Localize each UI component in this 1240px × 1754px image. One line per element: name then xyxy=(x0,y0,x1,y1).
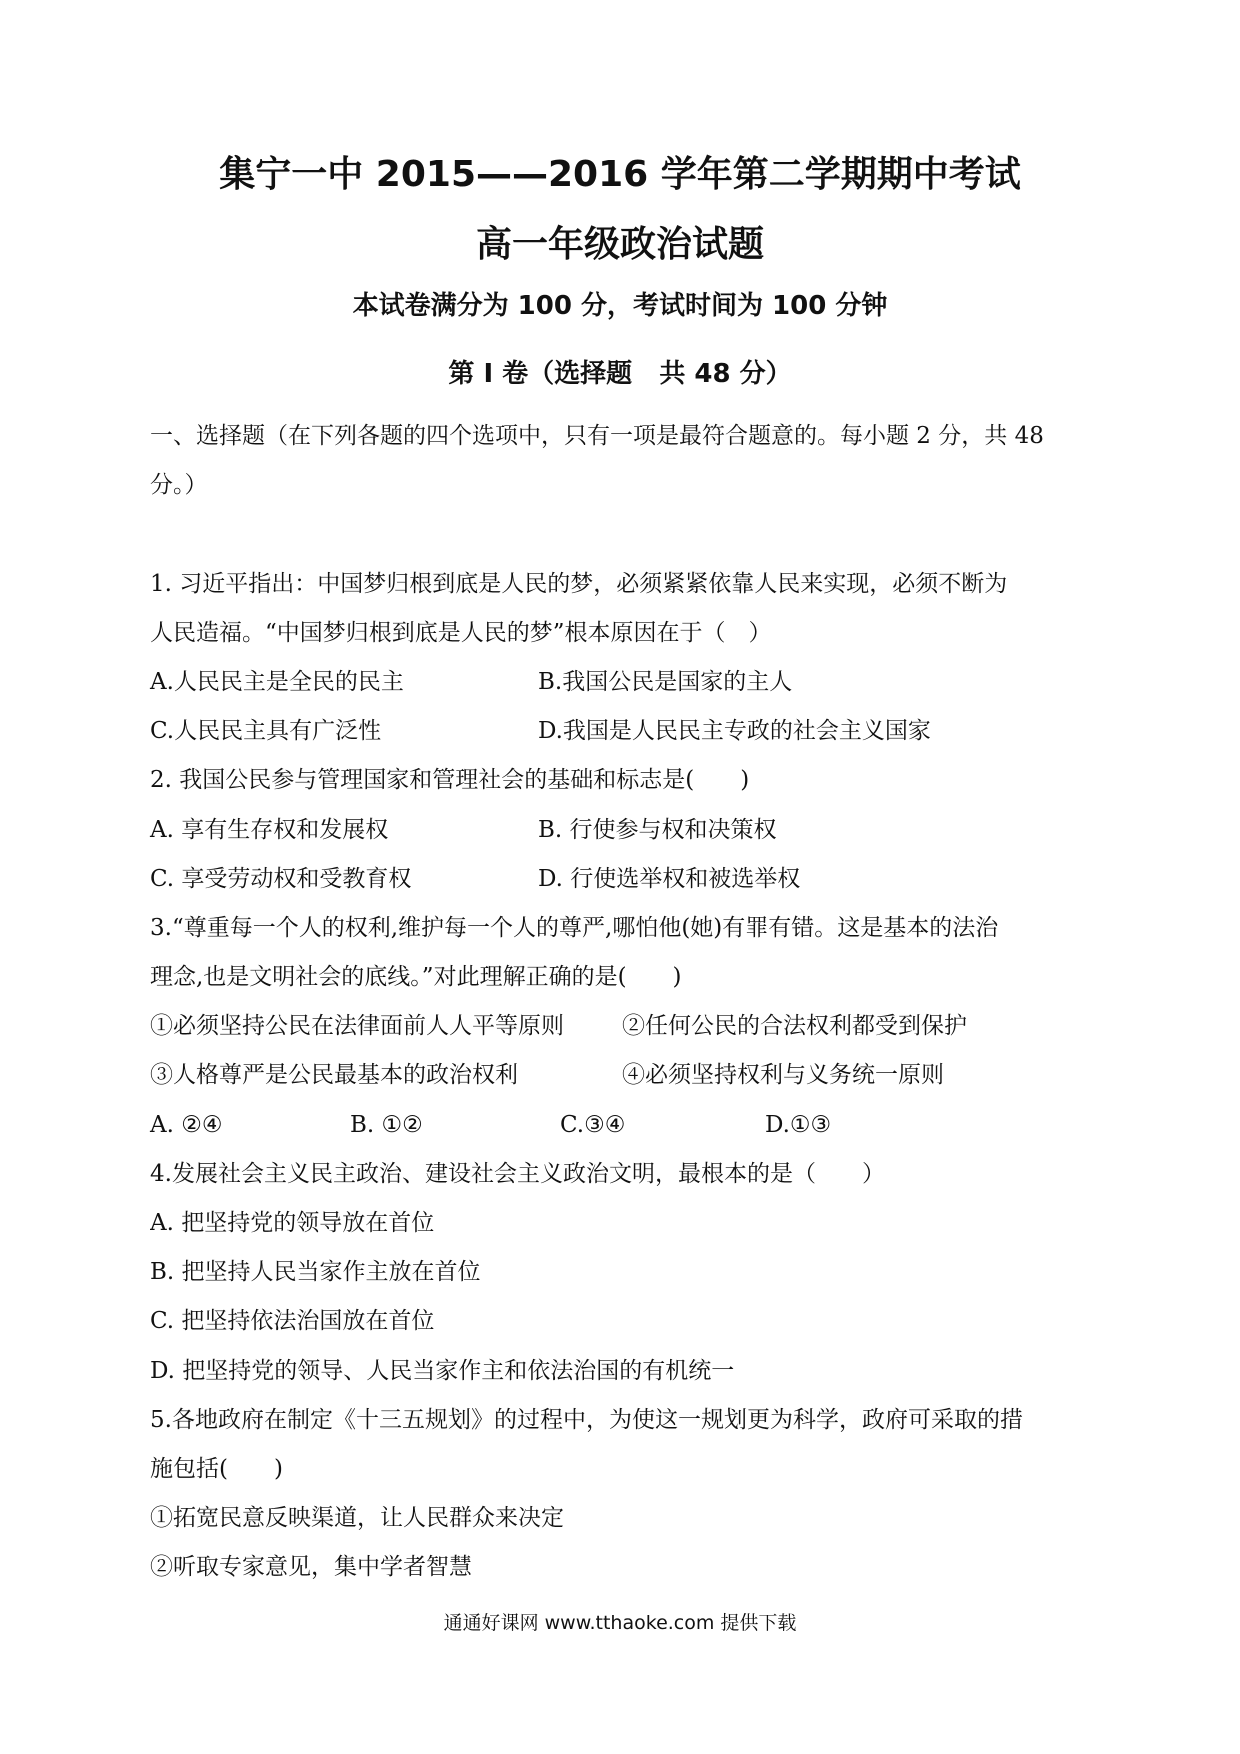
option-b: B. 把坚持人民当家作主放在首位 xyxy=(150,1259,481,1286)
option-d: D.我国是人民民主专政的社会主义国家 xyxy=(538,718,931,745)
statements-row xyxy=(150,1002,1090,1051)
statement-4: ④必须坚持权利与义务统一原则 xyxy=(622,1062,944,1089)
instructions-line: 一、选择题（在下列各题的四个选项中，只有一项是最符合题意的。每小题 2 分，共 48 xyxy=(150,423,1044,449)
statement-3: ③人格尊严是公民最基本的政治权利 xyxy=(150,1062,518,1089)
options-row xyxy=(150,658,1090,707)
question-stem: 5.各地政府在制定《十三五规划》的过程中，为使这一规划更为科学，政府可采取的措 xyxy=(150,1406,1023,1433)
option-a: A.人民民主是全民的民主 xyxy=(150,668,404,695)
question-stem: 4.发展社会主义民主政治、建设社会主义政治文明，最根本的是（ ） xyxy=(150,1160,885,1187)
footer-download-note: 通通好课网 www.tthaoke.com 提供下载 xyxy=(443,1612,797,1634)
exam-score-time-note: 本试卷满分为 100 分，考试时间为 100 分钟 xyxy=(352,291,888,321)
statement-2: ②任何公民的合法权利都受到保护 xyxy=(622,1013,967,1040)
option-b: B. ①② xyxy=(350,1111,423,1138)
option-a: A. ②④ xyxy=(150,1111,223,1138)
blank-line xyxy=(150,510,1090,559)
question-4 xyxy=(150,1150,1090,1396)
question-stem: 2. 我国公民参与管理国家和管理社会的基础和标志是( ) xyxy=(150,767,750,794)
question-stem: 施包括( ) xyxy=(150,1455,283,1482)
option-b: B.我国公民是国家的主人 xyxy=(538,668,793,695)
statement-1: ①必须坚持公民在法律面前人人平等原则 xyxy=(150,1013,564,1040)
option-b: B. 行使参与权和决策权 xyxy=(538,816,777,843)
question-stem: 1. 习近平指出：中国梦归根到底是人民的梦，必须紧紧依靠人民来实现，必须不断为 xyxy=(150,570,1008,597)
option-c: C. 享受劳动权和受教育权 xyxy=(150,865,412,892)
statement-1: ①拓宽民意反映渠道，让人民群众来决定 xyxy=(150,1505,564,1532)
question-1 xyxy=(150,560,1090,757)
question-5 xyxy=(150,1396,1090,1593)
option-d: D.①③ xyxy=(765,1111,832,1138)
question-2 xyxy=(150,756,1090,904)
exam-title: 集宁一中 2015——2016 学年第二学期期中考试 xyxy=(219,154,1021,195)
exam-subtitle: 高一年级政治试题 xyxy=(475,224,764,265)
statements-row xyxy=(150,1051,1090,1100)
section-heading: 第 I 卷（选择题 共 48 分） xyxy=(448,359,792,389)
option-c: C.③④ xyxy=(560,1111,626,1138)
options-row xyxy=(150,855,1090,904)
question-stem: 理念,也是文明社会的底线。”对此理解正确的是( ) xyxy=(150,964,682,991)
options-row xyxy=(150,806,1090,855)
exam-body xyxy=(150,412,1090,1593)
option-a: A. 把坚持党的领导放在首位 xyxy=(150,1210,435,1236)
options-row xyxy=(150,1101,1090,1150)
statement-2: ②听取专家意见，集中学者智慧 xyxy=(150,1554,472,1581)
option-a: A. 享有生存权和发展权 xyxy=(150,816,389,843)
option-c: C. 把坚持依法治国放在首位 xyxy=(150,1308,435,1335)
option-c: C.人民民主具有广泛性 xyxy=(150,718,382,745)
question-3 xyxy=(150,904,1090,1150)
options-row xyxy=(150,707,1090,756)
instructions-line: 分。） xyxy=(150,472,208,499)
question-stem: 人民造福。“中国梦归根到底是人民的梦”根本原因在于（ ） xyxy=(150,619,772,646)
option-d: D. 把坚持党的领导、人民当家作主和依法治国的有机统一 xyxy=(150,1357,735,1384)
option-d: D. 行使选举权和被选举权 xyxy=(538,865,801,892)
question-stem: 3.“尊重每一个人的权利,维护每一个人的尊严,哪怕他(她)有罪有错。这是基本的法治 xyxy=(150,914,999,941)
